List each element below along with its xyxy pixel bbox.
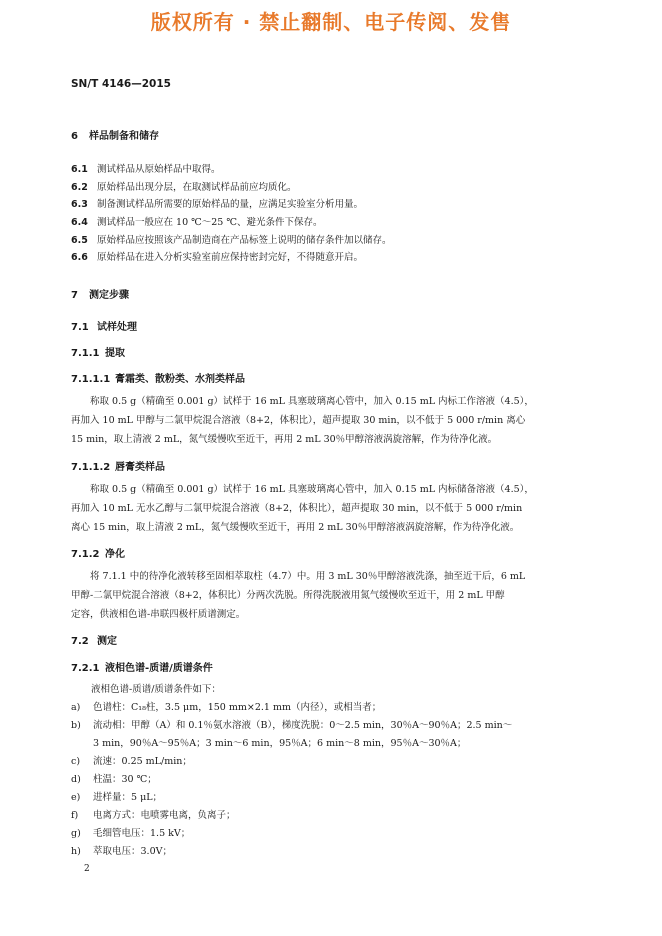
clause-text: 原始样品在进入分析实验室前应保持密封完好，不得随意开启。 [97, 252, 364, 263]
list-letter: e) [71, 792, 81, 803]
list-letter: g) [71, 828, 81, 839]
clause-number: 6.4 [71, 217, 88, 228]
list-letter: f) [71, 810, 79, 821]
list-intro: 液相色谱-质谱/质谱条件如下： [91, 684, 221, 695]
section-7-1-2-heading [71, 545, 125, 560]
list-letter: a) [71, 702, 81, 713]
section-title: 膏霜类、散粉类、水剂类样品 [115, 374, 245, 385]
paragraph-line: 再加入 10 mL 无水乙醇与二氯甲烷混合溶液（8+2，体积比），超声提取 30 min，以不低于 5 000 r/min [71, 503, 523, 514]
section-6-heading [71, 127, 159, 142]
section-number: 7.2 [71, 636, 89, 647]
clause-number: 6.1 [71, 164, 88, 175]
section-7-1-heading [71, 318, 137, 333]
paragraph-line: 定容，供液相色谱-串联四极杆质谱测定。 [71, 609, 246, 620]
lc-ms-conditions-list [71, 681, 512, 861]
list-text: 电离方式：电喷雾电离，负离子； [93, 810, 236, 821]
clause-number: 6.5 [71, 235, 88, 246]
clause-6-1 [71, 161, 221, 175]
section-number: 7.2.1 [71, 663, 100, 674]
list-text: 毛细管电压：1.5 kV； [93, 828, 191, 839]
list-item [71, 771, 512, 789]
clause-text: 测试样品一般应在 10 ℃～25 ℃、避光条件下保存。 [97, 217, 323, 228]
section-number: 7.1.1.2 [71, 462, 111, 473]
section-title: 测定 [97, 636, 117, 647]
paragraph-7-1-1-2 [71, 480, 590, 537]
list-text: 柱温：30 ℃； [93, 774, 157, 785]
list-item [71, 753, 512, 771]
section-title: 液相色谱-质谱/质谱条件 [105, 663, 213, 674]
clause-number: 6.3 [71, 199, 88, 210]
copyright-banner: 版权所有 · 禁止翻制、电子传阅、发售 [150, 10, 512, 34]
list-item [71, 717, 512, 735]
section-title: 试样处理 [97, 322, 137, 333]
paragraph-7-1-1-1 [71, 392, 590, 449]
section-7-heading [71, 286, 129, 301]
list-text: 进样量：5 μL； [93, 792, 163, 803]
list-letter: h) [71, 846, 81, 857]
paragraph-line: 称取 0.5 g（精确至 0.001 g）试样于 16 mL 具塞玻璃离心管中，加入 0.15 mL 内标工作溶液（4.5）， [90, 396, 534, 407]
list-item [71, 843, 512, 861]
clause-6-6 [71, 249, 363, 263]
section-number: 7 [71, 290, 78, 301]
paragraph-line: 称取 0.5 g（精确至 0.001 g）试样于 16 mL 具塞玻璃离心管中，加入 0.15 mL 内标储备溶液（4.5）， [90, 484, 534, 495]
clause-6-2 [71, 179, 297, 193]
section-title: 唇膏类样品 [115, 462, 165, 473]
section-7-1-1-heading [71, 344, 125, 359]
list-item [71, 825, 512, 843]
list-text: 色谱柱：C₁₈柱，3.5 μm，150 mm×2.1 mm（内径），或相当者； [93, 702, 382, 713]
list-item [71, 789, 512, 807]
section-title: 样品制备和储存 [89, 131, 159, 142]
clause-text: 原始样品应按照该产品制造商在产品标签上说明的储存条件加以储存。 [97, 235, 392, 246]
clause-number: 6.6 [71, 252, 88, 263]
section-number: 7.1.2 [71, 549, 100, 560]
section-number: 6 [71, 131, 78, 142]
list-letter: d) [71, 774, 81, 785]
paragraph-line: 将 7.1.1 中的待净化液转移至固相萃取柱（4.7）中。用 3 mL 30％甲醇溶液洗涤，抽至近干后，6 mL [90, 571, 526, 582]
section-number: 7.1.1 [71, 348, 100, 359]
clause-6-4 [71, 214, 323, 228]
section-number: 7.1.1.1 [71, 374, 111, 385]
paragraph-line: 离心 15 min，取上清液 2 mL，氮气缓慢吹至近干，再用 2 mL 30％甲醇溶液涡旋溶解，作为待净化液。 [71, 522, 520, 533]
page-number: 2 [84, 864, 90, 874]
clause-number: 6.2 [71, 182, 88, 193]
list-item [71, 807, 512, 825]
section-title: 净化 [105, 549, 125, 560]
section-title: 提取 [105, 348, 125, 359]
list-text: 流动相：甲醇（A）和 0.1％氨水溶液（B），梯度洗脱：0～2.5 min，30％A～90％A；2.5 min～ [93, 720, 513, 731]
list-text: 萃取电压：3.0V； [93, 846, 172, 857]
list-letter: b) [71, 720, 81, 731]
standard-number: SN/T 4146—2015 [71, 78, 171, 90]
clause-text: 制备测试样品所需要的原始样品的量，应满足实验室分析用量。 [97, 199, 364, 210]
section-number: 7.1 [71, 322, 89, 333]
list-letter: c) [71, 756, 81, 767]
section-7-2-heading [71, 632, 117, 647]
list-item [71, 699, 512, 717]
clause-text: 原始样品出现分层，在取测试样品前应均质化。 [97, 182, 297, 193]
paragraph-line: 15 min，取上清液 2 mL，氮气缓慢吹至近干，再用 2 mL 30％甲醇溶液涡旋溶解，作为待净化液。 [71, 434, 498, 445]
list-item-continuation: 3 min，90％A～95％A；3 min～6 min，95％A；6 min～8 min，95％A～30％A； [93, 738, 467, 749]
paragraph-line: 甲醇-二氯甲烷混合溶液（8+2，体积比）分两次洗脱。所得洗脱液用氮气缓慢吹至近干，用 2 mL 甲醇 [71, 590, 505, 601]
clause-6-3 [71, 196, 363, 210]
clause-text: 测试样品从原始样品中取得。 [97, 164, 221, 175]
section-7-1-1-2-heading [71, 458, 165, 473]
paragraph-7-1-2 [71, 567, 590, 624]
list-text: 流速：0.25 mL/min； [93, 756, 192, 767]
section-title: 测定步骤 [89, 290, 129, 301]
paragraph-line: 再加入 10 mL 甲醇与二氯甲烷混合溶液（8+2，体积比），超声提取 30 min，以不低于 5 000 r/min 离心 [71, 415, 526, 426]
section-7-1-1-1-heading [71, 370, 245, 385]
clause-6-5 [71, 232, 392, 246]
section-7-2-1-heading [71, 659, 213, 674]
